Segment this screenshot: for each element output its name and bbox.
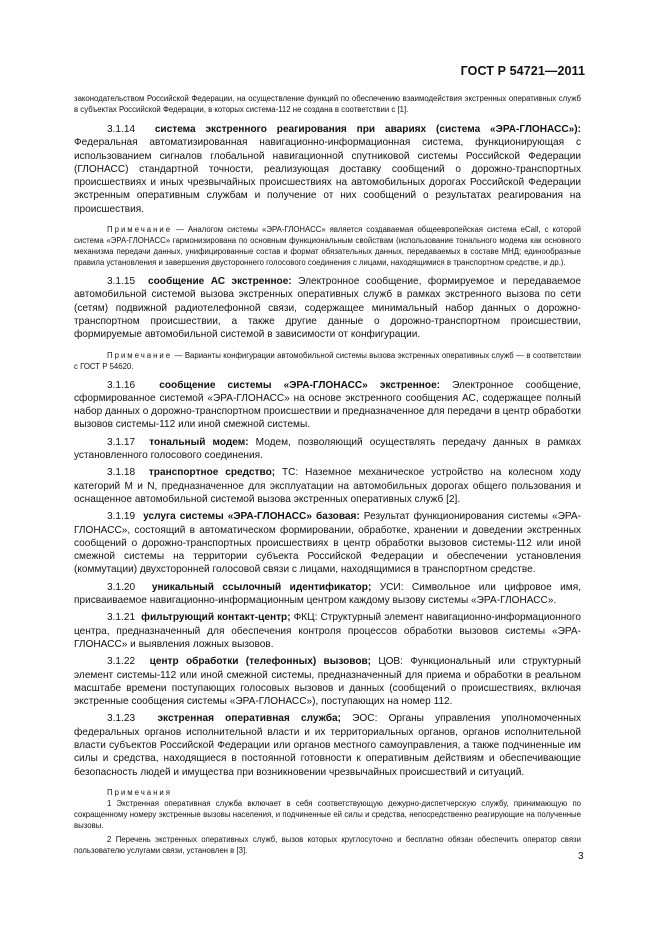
entry-number: 3.1.18 [107, 467, 136, 479]
entry-3-1-14 [74, 123, 581, 216]
entry-definition: Электронное сообщение, сформированное системой «ЭРА-ГЛОНАСС» на основе экстренного сообщения АС, содержащее полный набор данных о дорожно-транспортном происшествии и предназначенное для передачи в центр обработки вызовов системы-112 или иной смежной системы. [74, 379, 581, 431]
entry-definition: ФКЦ: Структурный элемент навигационно-информационного центра, предназначенный для обеспечения контроля процессов обработки вызовов системы «ЭРА-ГЛОНАСС» и выявления ложных вызовов. [74, 612, 581, 650]
entry-number: 3.1.15 [107, 276, 136, 288]
entry-3-1-15 [74, 275, 581, 341]
entry-3-1-22 [74, 655, 581, 708]
note-item-2: 2 Перечень экстренных оперативных служб, вызов которых круглосуточно и бесплатно обязан обеспечить оператор связи пользователю услугами связи, установлен в [3]. [74, 834, 581, 855]
entry-definition: ЭОС: Органы управления уполномоченных федеральных органов исполнительной власти и их территориальных органов, органов исполнительной власти субъектов Российской Федерации или органов местного самоуправления, а также подчиненные им силы и средства, находящиеся в постоянной готовности к оперативным действиям и обеспечивающие безопасность людей и имущества при возникновении чрезвычайных происшествий и ситуаций. [74, 713, 581, 778]
entry-term: сообщение системы «ЭРА-ГЛОНАСС» экстренное: [159, 379, 441, 391]
entry-term: система экстренного реагирования при авариях (система «ЭРА-ГЛОНАСС»): [154, 124, 581, 135]
entry-term: сообщение АС экстренное: [148, 276, 292, 288]
entry-3-1-16 [74, 379, 581, 432]
entry-number: 3.1.16 [107, 379, 136, 391]
entry-3-1-20 [74, 581, 581, 608]
entry-number: 3.1.17 [107, 436, 136, 448]
entry-3-1-19 [74, 510, 581, 576]
entry-definition: Результат функционирования системы «ЭРА-ГЛОНАСС», состоящий в автоматическом формировании, обработке, хранении и доведении экстренных сообщений о дорожно-транспортных происшествиях в центр обработки вызовов системы-112 или иной смежной системы на территории субъекта Российской Федерации и обеспечении установления (коммутации) двухсторонней голосовой связи с лицами, находящимися в транспортном средстве. [74, 511, 581, 576]
entry-number: 3.1.14 [107, 124, 136, 135]
note-eracall [74, 224, 581, 268]
entry-term: фильтрующий контакт-центр; [141, 612, 291, 624]
entry-definition: ТС: Наземное механическое устройство на колесном ходу категорий М и N, предназначенное для эксплуатации на автомобильных дорогах общего пользования и оснащенное автомобильной системой вызова экстренных оперативных служб [2]. [74, 467, 581, 505]
entry-number: 3.1.20 [107, 581, 136, 593]
note-item-1: 1 Экстренная оперативная служба включает в себя соответствующую дежурно-диспетчерскую службу, принимающую по сокращенному номеру экстренные вызовы населения, и подчиненные ей силы и средства, непосредственно реагирующие на полученные вызовы. [74, 798, 581, 830]
entry-3-1-18 [74, 466, 581, 506]
note-label: Примечание [107, 350, 173, 360]
entry-number: 3.1.22 [107, 656, 136, 668]
intro-paragraph: законодательством Российской Федерации, на осуществление функций по обеспечению взаимодействия экстренных оперативных служб в субъектах Российской Федерации, в которых система-112 не создана в соответствии с [1]. [74, 94, 581, 114]
entry-number: 3.1.21 [107, 612, 136, 624]
note-text: — Варианты конфигурации автомобильной системы вызова экстренных оперативных служб — в соответствии с ГОСТ Р 54620. [74, 350, 581, 371]
entry-3-1-23 [74, 712, 581, 778]
entry-number: 3.1.23 [107, 713, 136, 725]
page-body [74, 93, 581, 863]
entry-term: экстренная оперативная служба; [157, 713, 341, 725]
entry-term: транспортное средство; [148, 467, 276, 479]
entry-term: уникальный ссылочный идентификатор; [151, 581, 372, 593]
entry-definition: УСИ: Символьное или цифровое имя, присваиваемое навигационно-информационным центром каждому вызову системы «ЭРА-ГЛОНАСС». [74, 581, 582, 607]
note-label: Примечание [107, 225, 173, 235]
entry-3-1-21 [74, 611, 581, 651]
entry-definition: ЦОВ: Функциональный или структурный элемент системы-112 или иной смежной системы, предназначенный для приема и обработки в реальном масштабе времени поступающих голосовых вызовов и данных (сообщений о происшествиях, включая экстренные сообщения системы «ЭРА-ГЛОНАСС»), поступающих на номер 112. [74, 656, 582, 708]
entry-number: 3.1.19 [107, 511, 136, 523]
note-text: — Аналогом системы «ЭРА-ГЛОНАСС» является создаваемая общеевропейская система eCall, с которой система «ЭРА-ГЛОНАСС» гармонизирована по основным функциональным свойствам (использование тонального модема как основного механизма передачи данных, унифицированные состав и формат обязательных данных, передаваемых в составе МНД; единообразные правила установления и завершения двустороннего голосового соединения с лицами, находящимися в транспортном средстве, и др.). [74, 225, 581, 268]
entry-term: центр обработки (телефонных) вызовов; [149, 656, 372, 668]
standard-header: ГОСТ Р 54721—2011 [460, 64, 585, 78]
entry-term: услуга системы «ЭРА-ГЛОНАСС» базовая: [143, 511, 360, 523]
entry-definition: Федеральная автоматизированная навигационно-информационная система, функционирующая с использованием сигналов глобальной навигационной спутниковой системы Российской Федерации (ГЛОНАСС) стандартной точности, реализующая доставку сообщений о дорожно-транспортных происшествиях и иных чрезвычайных происшествиях на автомобильных дорогах Российской Федерации экстренным оперативным службам и получение от них сообщений о результатах реагирования на происшествия. [74, 137, 581, 215]
entry-term: тональный модем: [149, 436, 249, 448]
page-number: 3 [578, 851, 584, 862]
note-config [74, 350, 581, 372]
entry-3-1-17 [74, 436, 581, 463]
entry-definition: Модем, позволяющий осуществлять передачу данных в рамках установленного голосового соединения. [74, 436, 581, 462]
entry-definition: Электронное сообщение, формируемое и передаваемое автомобильной системой вызова экстренных оперативных служб в рамках экстренного вызова по сети (сетям) подвижной радиотелефонной связи, содержащее минимальный набор данных о дорожно-транспортном происшествии, а также другие данные о дорожно-транспортном происшествии, формируемые автомобильной системой в зависимости от конфигурации. [74, 276, 582, 341]
notes-title: Примечания [107, 787, 173, 797]
